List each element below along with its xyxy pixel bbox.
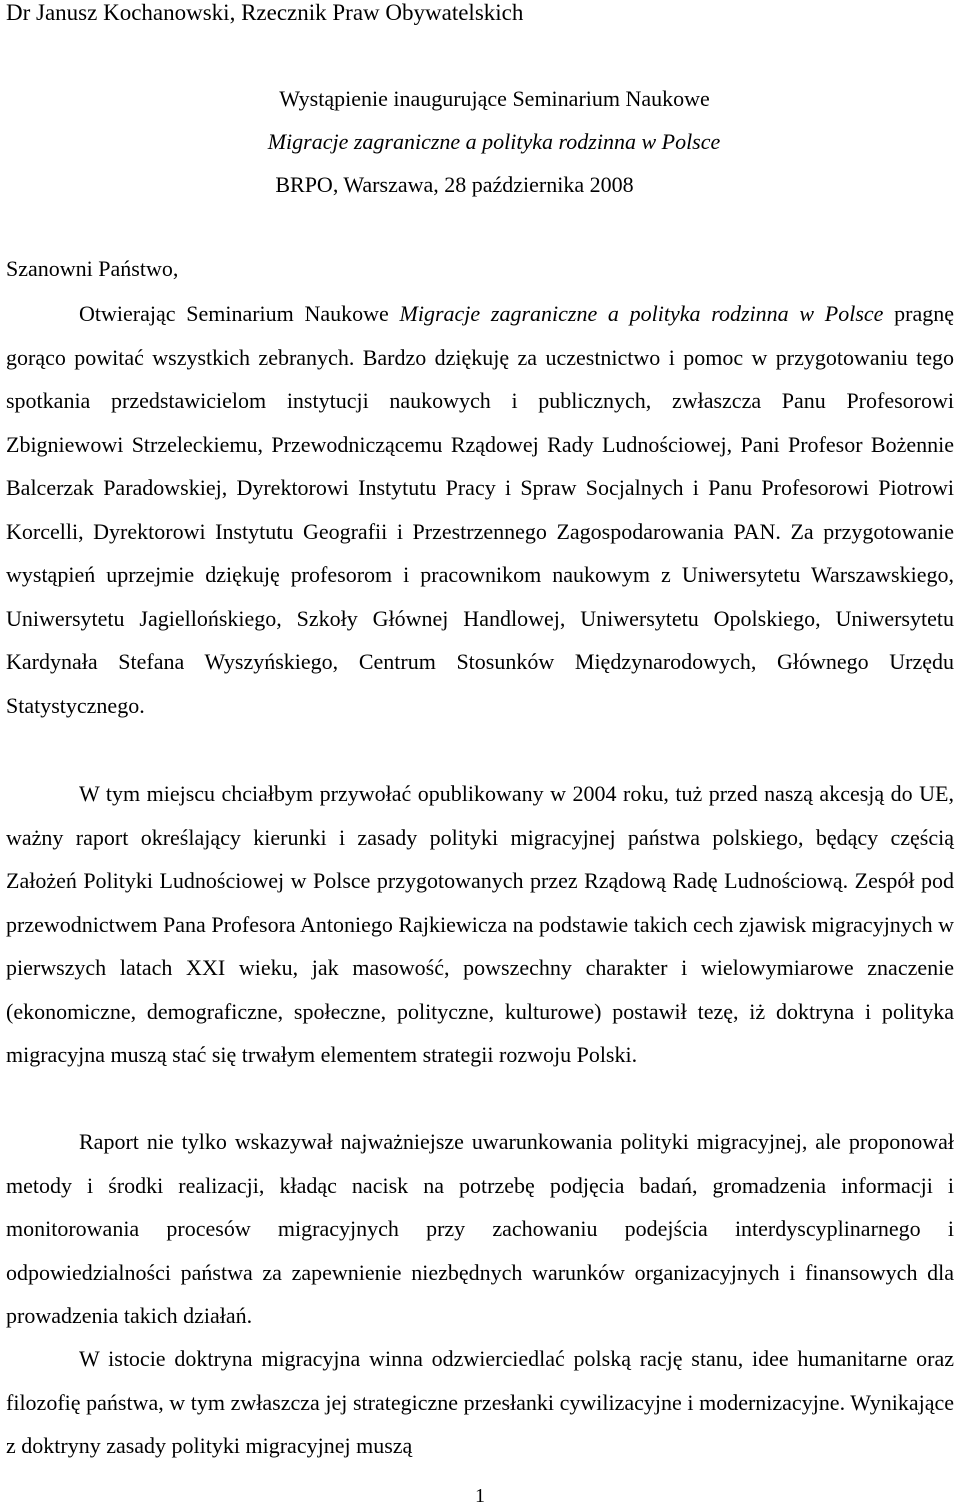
paragraph-1-body: pragnę gorąco powitać wszystkich zebranych. Bardzo dziękuję za uczestnictwo i pomoc w przygotowaniu tego spotkania przedstawicielom instytucji naukowych i publicznych, zwłaszcza Panu Profesorowi Zbigniewowi Strzeleckiemu, Przewodniczącemu Rządowej Rady Ludnościowej, Pani Profesor Bożennie Balcerzak Paradowskiej, Dyrektorowi Instytutu Pracy i Spraw Socjalnych i Panu Profesorowi Piotrowi Korcelli, Dyrektorowi Instytutu Geografii i Przestrzennego Zagospodarowania PAN. Za przygotowanie wystąpień uprzejmie dziękuję profesorom i pracownikom naukowym z Uniwersytetu Warszawskiego, Uniwersytetu Jagiellońskiego, Szkoły Głównej Handlowej, Uniwersytetu Opolskiego, Uniwersytetu Kardynała Stefana Wyszyńskiego, Centrum Stosunków Międzynarodowych, Głównego Urzędu Statystycznego. — [6, 301, 954, 718]
event-place-date: BRPO, Warszawa, 28 października 2008 — [275, 172, 634, 197]
paragraph-1 — [6, 292, 954, 727]
author-header: Dr Janusz Kochanowski, Rzecznik Praw Obywatelskich — [6, 0, 524, 25]
paragraph-3 — [6, 1120, 954, 1338]
seminar-title: Migracje zagraniczne a polityka rodzinna w Polsce — [267, 129, 721, 154]
paragraph-1-intro: Otwierając Seminarium Naukowe — [79, 301, 400, 326]
page-number: 1 — [475, 1485, 485, 1507]
paragraph-1-seminar-title: Migracje zagraniczne a polityka rodzinna w Polsce — [399, 301, 884, 326]
paragraph-3-text: Raport nie tylko wskazywał najważniejsze uwarunkowania polityki migracyjnej, ale proponował metody i środki realizacji, kładąc nacisk na potrzebę podjęcia badań, gromadzenia informacji i monitorowania procesów migracyjnych przy zachowaniu podejścia interdyscyplinarnego i odpowiedzialności państwa za zapewnienie niezbędnych warunków organizacyjnych i finansowych dla prowadzenia takich działań. — [6, 1129, 954, 1328]
paragraph-4-text: W istocie doktryna migracyjna winna odzwierciedlać polską rację stanu, idee humanitarne oraz filozofię państwa, w tym zwłaszcza jej strategiczne przesłanki cywilizacyjne i modernizacyjne. Wynikające z doktryny zasady polityki migracyjnej muszą — [6, 1346, 954, 1458]
salutation: Szanowni Państwo, — [6, 256, 179, 281]
paragraph-2 — [6, 772, 954, 1077]
event-title-line: Wystąpienie inaugurujące Seminarium Naukowe — [279, 86, 710, 111]
paragraph-4 — [6, 1337, 954, 1468]
paragraph-2-text: W tym miejscu chciałbym przywołać opublikowany w 2004 roku, tuż przed naszą akcesją do UE, ważny raport określający kierunki i zasady polityki migracyjnej państwa polskiego, będący częścią Założeń Polityki Ludnościowej w Polsce przygotowanych przez Rządową Radę Ludnościową. Zespół pod przewodnictwem Pana Profesora Antoniego Rajkiewicza na podstawie takich cech zjawisk migracyjnych w pierwszych latach XXI wieku, jak masowość, powszechny charakter i wielowymiarowe znaczenie (ekonomiczne, demograficzne, społeczne, polityczne, kulturowe) postawił tezę, iż doktryna i polityka migracyjna muszą stać się trwałym elementem strategii rozwoju Polski. — [6, 781, 954, 1067]
